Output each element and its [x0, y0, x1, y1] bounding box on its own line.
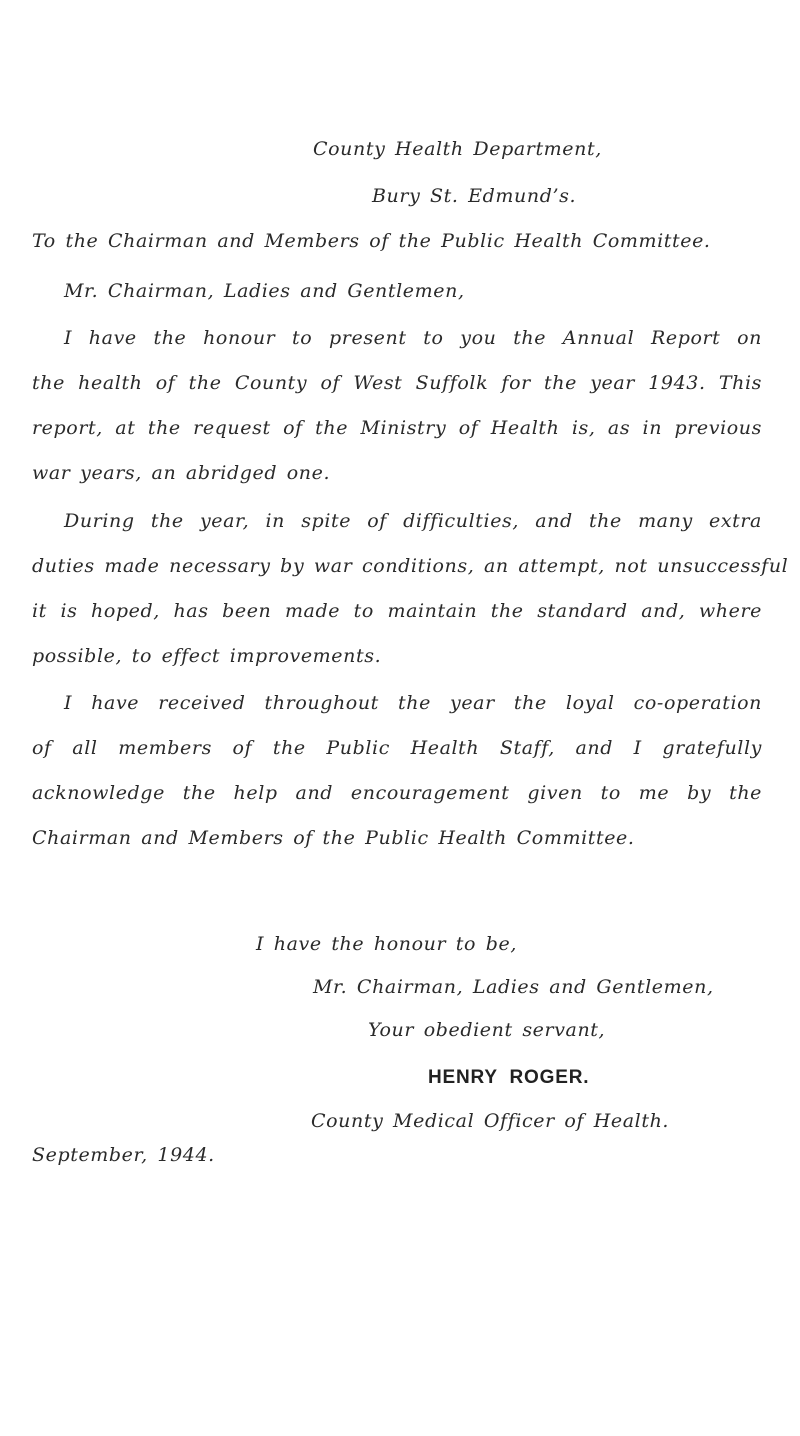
paragraph-line: duties made necessary by war conditions, an attempt, not unsuccessful [32, 555, 789, 577]
closing-line-3: Your obedient servant, [368, 1019, 606, 1041]
address-line-1: County Health Department, [313, 138, 602, 160]
paragraph-3 [32, 691, 762, 871]
paragraph-line: I have received throughout the year the loyal co-operation [64, 692, 762, 714]
paragraph-2 [32, 509, 789, 689]
paragraph-line: war years, an abridged one. [32, 462, 331, 484]
signature-name: HENRY ROGER. [428, 1067, 590, 1088]
paragraph-line: report, at the request of the Ministry of Health is, as in previous [32, 417, 762, 439]
paragraph-line: During the year, in spite of difficulties, and the many extra [64, 510, 762, 532]
signature-title: County Medical Officer of Health. [311, 1110, 670, 1132]
letter-date: September, 1944. [32, 1144, 215, 1166]
paragraph-line: Chairman and Members of the Public Health Committee. [32, 827, 635, 849]
paragraph-line: possible, to effect improvements. [32, 645, 382, 667]
closing-line-1: I have the honour to be, [256, 933, 517, 955]
closing-line-2: Mr. Chairman, Ladies and Gentlemen, [313, 976, 714, 998]
paragraph-line: it is hoped, has been made to maintain the standard and, where [32, 600, 762, 622]
paragraph-line: I have the honour to present to you the Annual Report on [64, 327, 762, 349]
paragraph-line: of all members of the Public Health Staff, and I gratefully [32, 737, 762, 759]
address-line-2: Bury St. Edmund’s. [372, 185, 577, 207]
paragraph-line: acknowledge the help and encouragement given to me by the [32, 782, 762, 804]
addressee: To the Chairman and Members of the Public Health Committee. [32, 230, 711, 252]
paragraph-1 [32, 326, 762, 506]
salutation: Mr. Chairman, Ladies and Gentlemen, [64, 280, 465, 302]
paragraph-line: the health of the County of West Suffolk for the year 1943. This [32, 372, 762, 394]
